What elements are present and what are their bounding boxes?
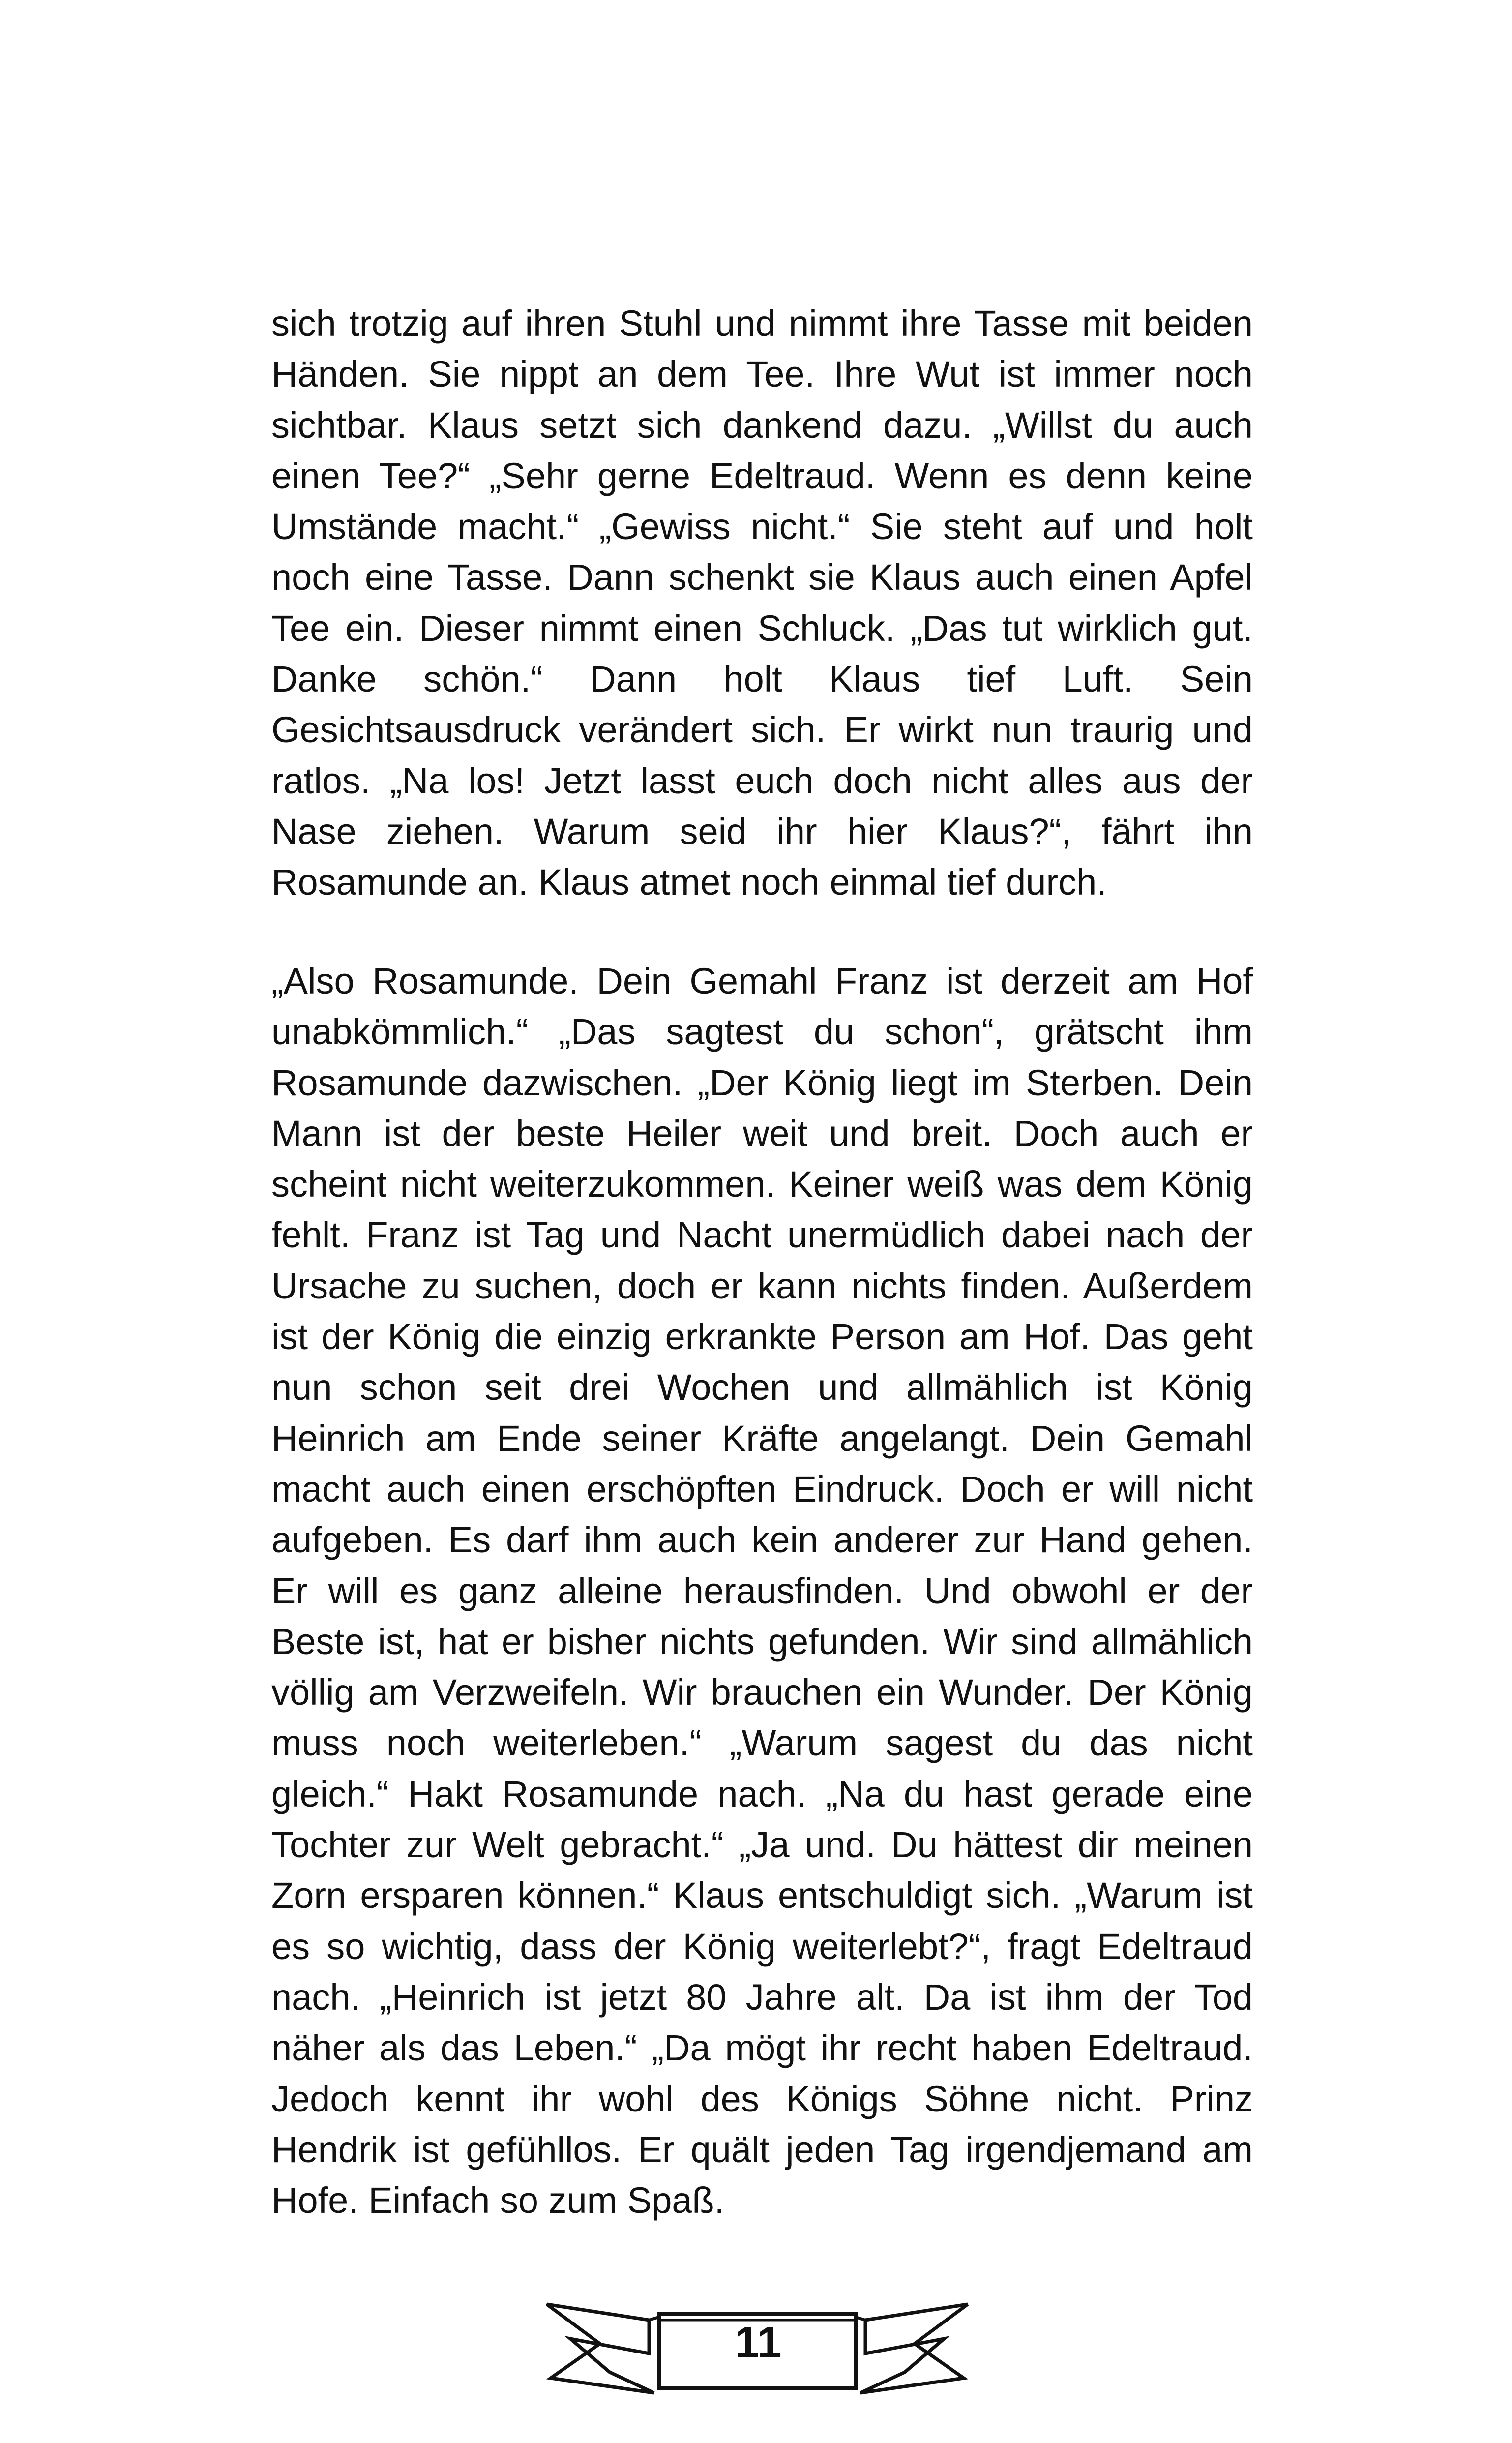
page-number: 11: [735, 2318, 782, 2367]
body-paragraph-1: sich trotzig auf ihren Stuhl und nimmt ihre Tasse mit beiden Händen. Sie nippt an dem Tee. Ihre Wut ist immer noch sichtbar. Klaus setzt sich dankend dazu. „Willst du auch einen Tee?“ „Sehr gerne Edeltraud. Wenn es denn keine Umstände macht.“ „Gewiss nicht.“ Sie steht auf und holt noch eine Tasse. Dann schenkt sie Klaus auch einen Apfel Tee ein. Dieser nimmt einen Schluck. „Das tut wirklich gut. Danke schön.“ Dann holt Klaus tief Luft. Sein Gesichtsausdruck verändert sich. Er wirkt nun traurig und ratlos. „Na los! Jetzt lasst euch doch nicht alles aus der Nase ziehen. Warum seid ihr hier Klaus?“, fährt ihn Rosamunde an. Klaus atmet noch einmal tief durch.: [271, 303, 1253, 903]
body-paragraph-2: „Also Rosamunde. Dein Gemahl Franz ist derzeit am Hof unabkömmlich.“ „Das sagtest du schon“, grätscht ihm Rosamunde dazwischen. „Der König liegt im Sterben. Dein Mann ist der beste Heiler weit und breit. Doch auch er scheint nicht weiterzukommen. Keiner weiß was dem König fehlt. Franz ist Tag und Nacht unermüdlich dabei nach der Ursache zu suchen, doch er kann nichts finden. Außerdem ist der König die einzig erkrankte Person am Hof. Das geht nun schon seit drei Wochen und allmählich ist König Heinrich am Ende seiner Kräfte angelangt. Dein Gemahl macht auch einen erschöpften Eindruck. Doch er will nicht aufgeben. Es darf ihm auch kein anderer zur Hand gehen. Er will es ganz alleine herausfinden. Und obwohl er der Beste ist, hat er bisher nichts gefunden. Wir sind allmählich völlig am Verzweifeln. Wir brauchen ein Wunder. Der König muss noch weiterleben.“ „Warum sagest du das nicht gleich.“ Hakt Rosamunde nach. „Na du hast gerade eine Tochter zur Welt gebracht.“ „Ja und. Du hättest dir meinen Zorn ersparen können.“ Klaus entschuldigt sich. „Warum ist es so wichtig, dass der König weiterlebt?“, fragt Edeltraud nach. „Heinrich ist jetzt 80 Jahre alt. Da ist ihm der Tod näher als das Leben.“ „Da mögt ihr recht haben Edeltraud. Jedoch kennt ihr wohl des Königs Söhne nicht. Prinz Hendrik ist gefühllos. Er quält jeden Tag irgendjemand am Hofe. Einfach so zum Spaß.: [271, 961, 1253, 2221]
